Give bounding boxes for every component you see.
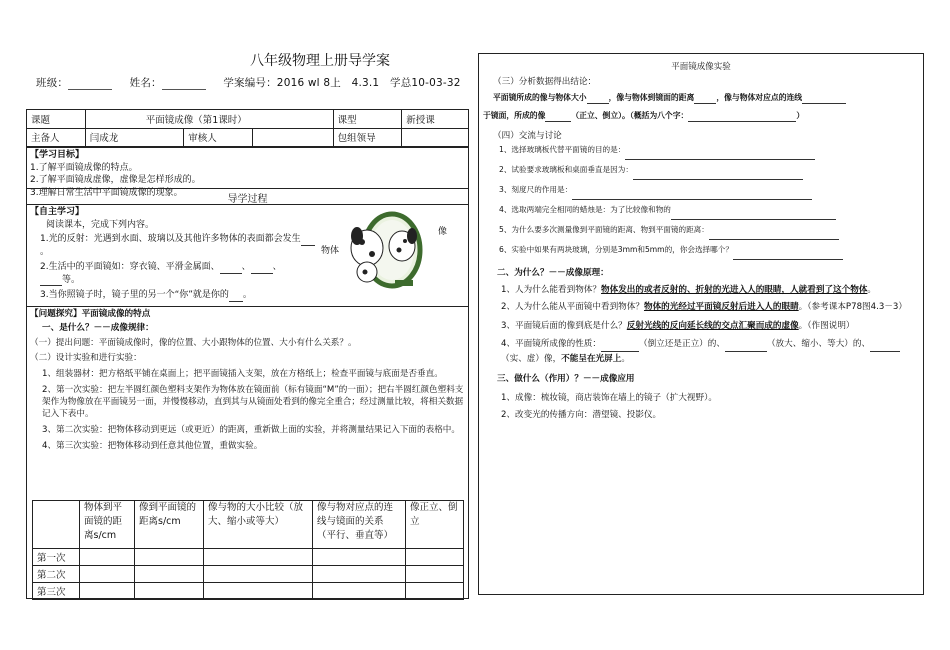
meta-line <box>36 76 466 90</box>
application-item-1: 1、成像：梳妆镜，商店装饰在墙上的镜子（扩大视野）。 <box>501 392 718 403</box>
name-blank[interactable] <box>162 79 206 90</box>
plan-label: 学案编号：2016 wl 8上 4.3.1 学总10-03-32 <box>223 77 461 89</box>
table-header-cell: 物体到平面镜的距离s/cm <box>80 501 135 549</box>
principle-item-2: 2、人为什么能从平面镜中看到物体？物体的光经过平面镜反射后进入人的眼睛。（参考课本P78图4.3－3） <box>501 302 907 312</box>
answer-blank[interactable] <box>694 94 716 104</box>
answer-blank[interactable] <box>545 112 571 122</box>
info-cell: 课题 <box>27 110 86 129</box>
info-cell[interactable] <box>253 128 334 147</box>
answer-blank[interactable] <box>251 264 273 274</box>
principle-section <box>487 266 917 423</box>
answer-blank[interactable] <box>725 342 767 352</box>
answer-blank[interactable] <box>229 292 243 302</box>
table-cell[interactable] <box>204 583 313 600</box>
table-cell[interactable] <box>135 566 204 583</box>
conclusion-line-1: 平面镜所成的像与物体大小 ，像与物体到镜面的距离 ，像与物体对应点的连线 <box>483 92 919 104</box>
table-cell[interactable] <box>80 583 135 600</box>
table-header-cell: 像与物的大小比较（放大、缩小或等大） <box>204 501 313 549</box>
table-header-cell <box>33 501 80 549</box>
class-label: 班级： <box>36 77 69 89</box>
table-header-cell: 像到平面镜的距离s/cm <box>135 501 204 549</box>
table-cell[interactable] <box>313 583 406 600</box>
table-cell[interactable] <box>313 549 406 566</box>
conclusion-line-2: 于镜面，所成的像 （正立、倒立）。（概括为八个字： ） <box>483 111 805 120</box>
info-cell[interactable] <box>402 128 469 147</box>
table-cell[interactable] <box>135 549 204 566</box>
table-cell[interactable] <box>406 566 464 583</box>
inquiry-heading: 【问题探究】平面镜成像的特点 <box>30 309 151 319</box>
right-heading: 平面镜成像实验 <box>671 62 731 72</box>
goal-item: 2.了解平面镜成虚像，虚像是怎样形成的。 <box>30 175 201 185</box>
inquiry-section <box>30 308 464 452</box>
self-study-item-2: 2.生活中的平面镜如：穿衣镜、平滑金属面、 、 、 等。 <box>40 262 282 285</box>
fig-label-image: 像 <box>438 227 448 237</box>
class-blank[interactable] <box>68 79 112 90</box>
answer-blank[interactable] <box>671 210 836 220</box>
step-design: （二）设计实验和进行实验： <box>30 353 142 363</box>
discussion-heading: （四）交流与讨论 <box>493 131 562 141</box>
info-cell: 新授课 <box>402 110 469 129</box>
answer-blank[interactable] <box>587 94 609 104</box>
answer-blank[interactable] <box>40 276 62 286</box>
discussion-list <box>499 140 919 260</box>
answer-blank[interactable] <box>802 94 846 104</box>
table-cell[interactable] <box>80 566 135 583</box>
conclusion-section <box>483 76 919 142</box>
table-header-cell: 像与物对应点的连线与镜面的关系（平行、垂直等） <box>313 501 406 549</box>
table-cell[interactable] <box>406 549 464 566</box>
discussion-item: 6、实验中如果有两块玻璃，分别是3mm和5mm的，你会选择哪个？ <box>499 240 919 260</box>
table-cell[interactable] <box>204 566 313 583</box>
table-cell[interactable] <box>204 549 313 566</box>
info-cell: 课型 <box>333 110 402 129</box>
table-row-label: 第三次 <box>33 583 80 600</box>
answer-blank[interactable] <box>625 150 815 160</box>
self-study-section <box>30 206 320 302</box>
info-cell: 闫成龙 <box>85 128 184 147</box>
answer-blank[interactable] <box>709 230 839 240</box>
principle-item-3: 3、平面镜后面的像到底是什么？反射光线的反向延长线的交点汇聚而成的虚像。（作图说明） <box>501 320 855 331</box>
answer-blank[interactable] <box>870 342 900 352</box>
table-cell[interactable] <box>313 566 406 583</box>
page-title: 八年级物理上册导学案 <box>250 53 390 69</box>
table-cell[interactable] <box>135 583 204 600</box>
answer-blank[interactable] <box>220 264 242 274</box>
answer-blank[interactable] <box>572 190 812 200</box>
discussion-item: 1、选择玻璃板代替平面镜的目的是： <box>499 140 919 160</box>
info-cell: 主备人 <box>27 128 86 147</box>
table-cell[interactable] <box>80 549 135 566</box>
table-row-label: 第一次 <box>33 549 80 566</box>
discussion-item: 3、刻度尺的作用是： <box>499 180 919 200</box>
right-content-box <box>478 53 924 595</box>
info-cell: 审核人 <box>184 128 253 147</box>
principle-item-1: 1、人为什么能看到物体？物体发出的或者反射的、折射的光进入人的眼睛，人就看到了这个物体。 <box>501 284 877 295</box>
question-2: 二、为什么？－－成像原理： <box>497 268 609 278</box>
answer-blank[interactable] <box>633 170 803 180</box>
step-question: （一）提出问题：平面镜成像时，像的位置、大小跟物体的位置、大小有什么关系？。 <box>30 338 357 348</box>
step-3: 3、第二次实验：把物体移动到更远（或更近）的距离，重新做上面的实验，并将测量结果记入下面的表格中。 <box>42 425 460 435</box>
goal-item: 3.理解日常生活中平面镜成像的现象。 <box>30 187 183 198</box>
self-study-item-1: 1.光的反射：光遇到水面、玻璃以及其他许多物体的表面都会发生。 <box>30 233 320 258</box>
self-study-intro: 阅读课本，完成下列内容。 <box>46 219 155 230</box>
self-study-heading: 【自主学习】 <box>30 207 85 217</box>
info-cell: 包组领导 <box>333 128 402 147</box>
step-1: 1、组装器材：把方格纸平铺在桌面上；把平面镜插入支架，放在方格纸上；检查平面镜与底面是否垂直。 <box>42 369 443 379</box>
discussion-item: 5、为什么要多次测量像到平面镜的距离、物到平面镜的距离： <box>499 220 919 240</box>
table-header-cell: 像正立、倒立 <box>406 501 464 549</box>
question-3: 三、做什么（作用）？－－成像应用 <box>497 374 635 384</box>
fig-label-object: 物体 <box>321 246 340 256</box>
table-cell[interactable] <box>406 583 464 600</box>
answer-blank[interactable] <box>733 250 843 260</box>
info-cell: 平面镜成像（第1课时） <box>85 110 333 129</box>
info-table <box>26 109 469 147</box>
goal-item: 1.了解平面镜成像的特点。 <box>30 162 138 173</box>
principle-item-4: 4、平面镜所成像的性质： （倒立还是正立）的、 （放大、缩小、等大）的、 （实、虚）像，不能呈在光屏上。 <box>487 337 917 366</box>
step-4: 4、第三次实验：把物体移动到任意其他位置，重做实验。 <box>42 441 263 451</box>
table-row-label: 第二次 <box>33 566 80 583</box>
question-1: 一、是什么？－－成像规律： <box>42 323 154 333</box>
data-table <box>32 500 464 600</box>
discussion-item: 2、试验要求玻璃板和桌面垂直是因为： <box>499 160 919 180</box>
answer-blank[interactable] <box>688 112 796 122</box>
name-label: 姓名： <box>129 77 162 89</box>
step-2: 2、第一次实验：把左半圆红颜色塑料支架作为物体放在镜面前（标有镜面“M”的一面）；把右半圆红颜色塑料支架作为物像放在平面镜另一面，并慢慢移动，直到其与从镜面处看到的像完全重合；经过测量比较，将相关数据记入下表中。 <box>42 385 464 419</box>
discussion-item: 4、选取两端完全相同的蜡烛是：为了比较像和物的 <box>499 200 919 220</box>
goals-heading: 【学习目标】 <box>30 150 85 160</box>
self-study-item-3: 3.当你照镜子时，镜子里的另一个“你”就是你的 。 <box>40 290 252 300</box>
process-heading: 导学过程 <box>227 194 268 205</box>
answer-blank[interactable] <box>601 342 639 352</box>
answer-blank[interactable] <box>301 236 315 246</box>
application-item-2: 2、改变光的传播方向：潜望镜、投影仪。 <box>501 410 662 420</box>
conclusion-heading: （三）分析数据得出结论： <box>493 77 597 87</box>
